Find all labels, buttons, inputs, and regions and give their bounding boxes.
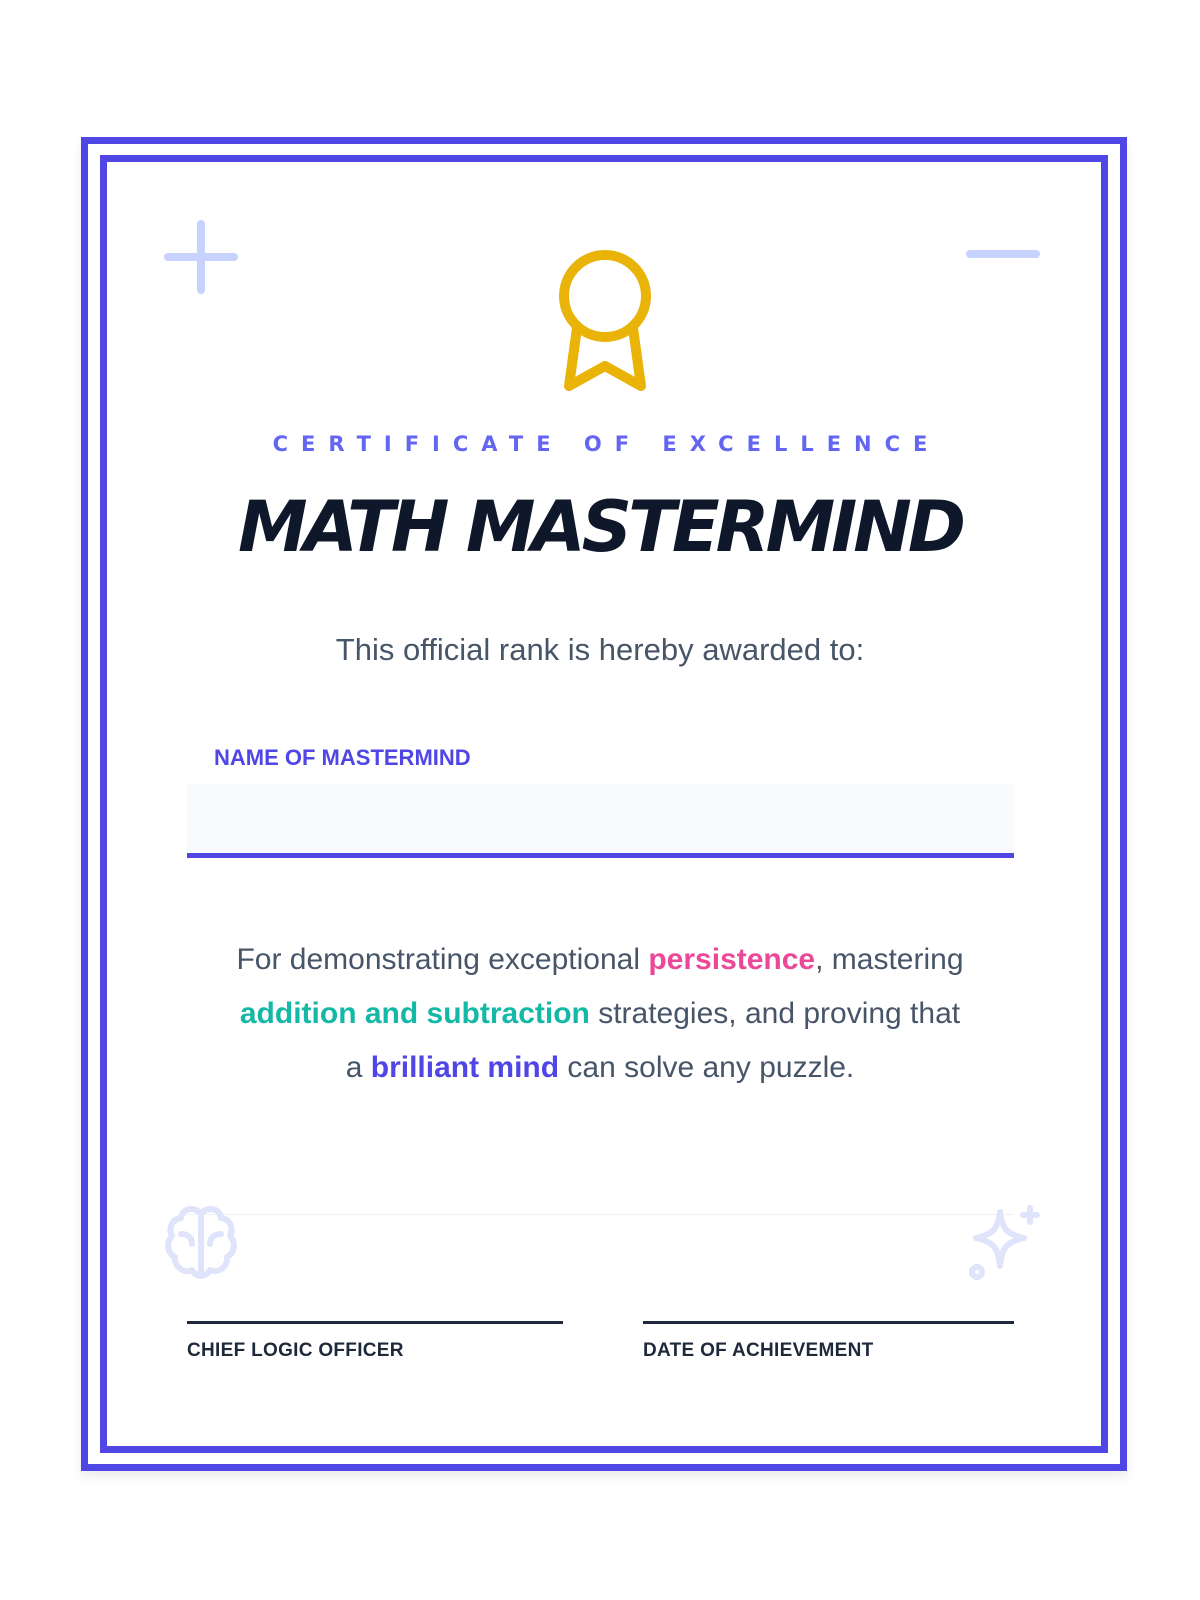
minus-icon xyxy=(966,246,1040,262)
signature-line-left xyxy=(187,1321,563,1324)
body-text-part: , mastering xyxy=(815,943,964,976)
sparkles-icon xyxy=(964,1204,1044,1284)
section-divider xyxy=(187,1214,1014,1215)
certificate-subtitle: CERTIFICATE OF EXCELLENCE xyxy=(272,432,941,456)
highlight-brilliant-mind: brilliant mind xyxy=(370,1051,560,1084)
signature-line-right xyxy=(643,1321,1014,1324)
award-ribbon-icon xyxy=(555,248,655,398)
certificate-title: MATH MASTERMIND xyxy=(238,486,962,568)
highlight-skills: addition and subtraction xyxy=(239,997,590,1030)
body-text-part: For demonstrating exceptional xyxy=(236,943,649,976)
body-text-part: can solve any puzzle. xyxy=(559,1051,855,1084)
signature-label-left: CHIEF LOGIC OFFICER xyxy=(187,1340,404,1361)
achievement-description xyxy=(230,933,970,1095)
signature-label-right: DATE OF ACHIEVEMENT xyxy=(643,1340,874,1361)
plus-icon xyxy=(164,220,238,294)
brain-icon xyxy=(164,1204,238,1280)
highlight-persistence: persistence xyxy=(648,943,816,976)
awarded-text: This official rank is hereby awarded to: xyxy=(335,632,865,667)
name-field-label: NAME OF MASTERMIND xyxy=(214,745,471,770)
body-text-part: strategies, and proving that a xyxy=(345,997,961,1084)
name-input[interactable] xyxy=(187,784,1014,858)
